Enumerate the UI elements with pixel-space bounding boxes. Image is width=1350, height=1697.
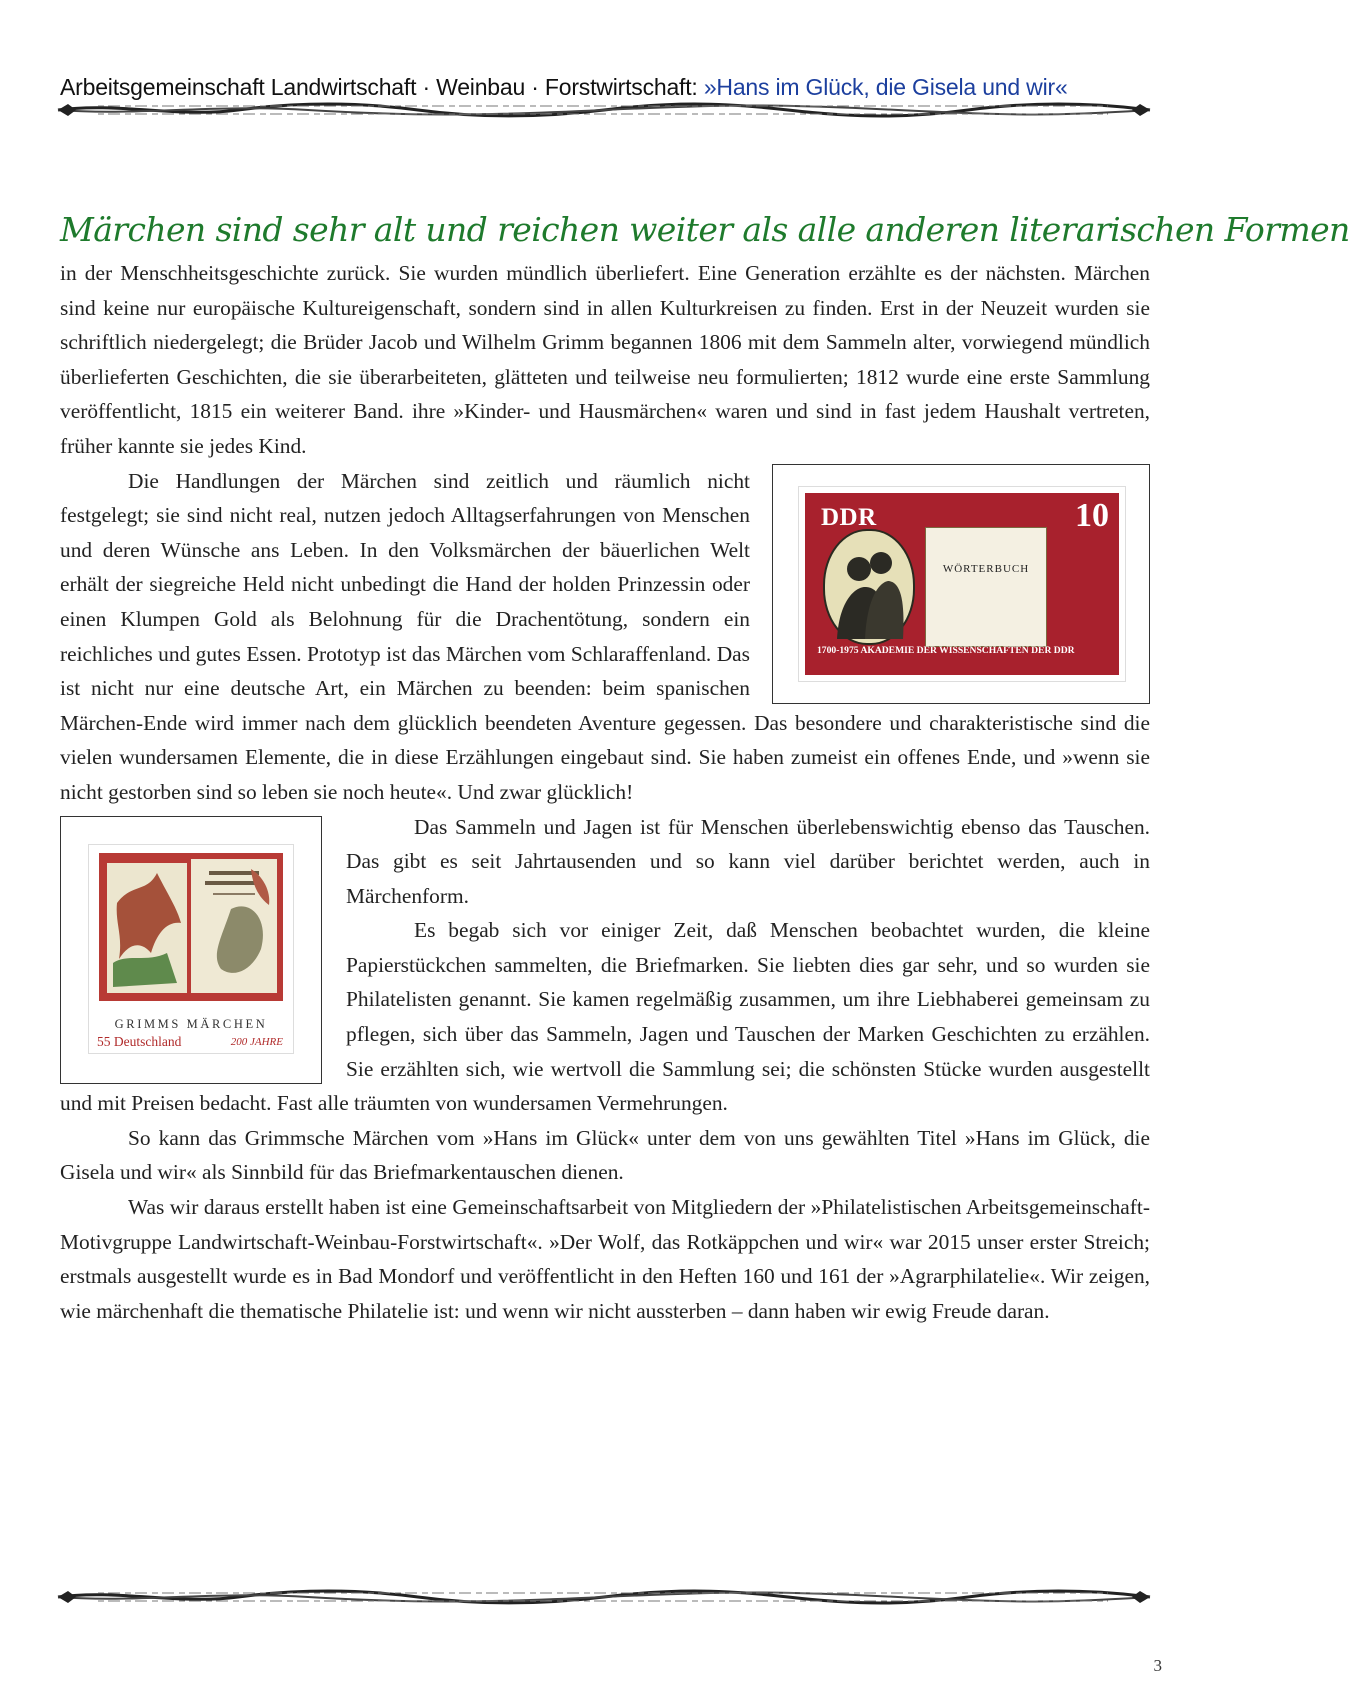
dictionary-book [925,527,1047,647]
article-body [60,256,1150,1328]
header-title: Arbeitsgemeinschaft Landwirtschaft · Weinbau · Forstwirtschaft: [60,74,698,100]
paragraph: Die Handlungen der Märchen sind zeitlich und räumlich nicht festgelegt; sie sind nicht real, nutzen jedoch Alltagserfahrungen von Menschen und deren Wünsche ans Leben. In den Volksmärchen der bäuerlichen Welt erhält der siegreiche Held nicht unbedingt die Hand der holden Prinzessin oder einen Klumpen Gold als Belohnung für die Drachentötung, sondern ein reichliches und gutes Essen. Prototyp ist das Märchen vom Schlaraffenland. Das ist nicht nur eine deutsche Art, ein Märchen zu beenden: beim spanischen Märchen-Ende wird immer nach dem glücklich beendeten Aventure gegessen. Das besondere und charakteristische sind die vielen wundersamen Elemente, die in diese Erzählungen eingebaut sind. Sie haben zumeist ein offenes Ende, und »wenn sie nicht gestorben sind so leben sie noch heute«. Und zwar glücklich! [60,468,1150,804]
stamp-value: 10 [1075,496,1109,534]
book-page-left [107,863,187,993]
grimm-stamp [89,845,293,1053]
stamp-jubilee: 200 JAHRE [230,1035,283,1048]
headline: Märchen sind sehr alt und reichen weiter als alle anderen literarischen Formen [60,210,1350,249]
bottom-ornament-divider [58,1587,1150,1607]
paragraph: Es begab sich vor einiger Zeit, daß Menschen beobachtet wurden, die kleine Papierstückchen sammelten, die Briefmarken. Sie liebten dies gar sehr, und so wurden sie Philatelisten genannt. Sie kamen regelmäßig zusammen, um ihre Liebhaberei gemeinsam zu pflegen, sich über das Sammeln, Jagen und Tauschen der Marken Geschichten zu erzählen. Sie erzählten sich, wie wertvoll die Sammlung sei; die schönsten Stücke wurden ausgestellt und mit Preisen bedacht. Fast alle träumten von wundersamen Vermehrungen. [60,918,1150,1116]
stamp-frame [805,493,1119,675]
stamp-artwork [99,853,283,1001]
grimm-stamp-figure [60,816,322,1084]
paragraph: So kann das Grimmsche Märchen vom »Hans im Glück« unter dem von uns gewählten Titel »Hans im Glück, die Gisela und wir« als Sinnbild für das Briefmarkentauschen dienen. [60,1125,1150,1185]
stamp-value-country: 55 Deutschland [97,1033,182,1049]
running-header [60,74,1150,101]
ddr-stamp [799,487,1125,681]
top-ornament-divider [58,100,1150,120]
grimm-brothers-portrait [823,529,915,645]
ddr-stamp-figure [772,464,1150,704]
paragraph: Das Sammeln und Jagen ist für Menschen überlebenswichtig ebenso das Tauschen. Das gibt es seit Jahrtausenden und so kann viel darüber berichtet werden, auch in Märchenform. [346,814,1150,908]
page-number: 3 [1153,1656,1162,1675]
stamp-country: DDR [821,503,877,531]
paragraph: Was wir daraus erstellt haben ist eine Gemeinschaftsarbeit von Mitgliedern der »Philatelistischen Arbeitsgemeinschaft-Motivgruppe Landwirtschaft-Weinbau-Forstwirtschaft«. »Der Wolf, das Rotkäppchen und wir« war 2015 unser erster Streich; erstmals ausgestellt wurde es in Bad Mondorf und veröffentlicht in den Heften 160 und 161 der »Agrarphilatelie«. Wir zeigen, wie märchenhaft die thematische Philatelie ist: und wenn wir nicht aussterben – dann haben wir ewig Freude daran. [60,1195,1150,1323]
book-page-right [191,859,277,993]
stamp-title: GRIMMS MÄRCHEN [114,1016,268,1031]
stamp-caption: 1700-1975 AKADEMIE DER WISSENSCHAFTEN DER DDR [817,644,1075,656]
paragraph: in der Menschheitsgeschichte zurück. Sie wurden mündlich überliefert. Eine Generation erzählte es der nächsten. Märchen sind keine nur europäische Kultureigenschaft, sondern sind in allen Kulturkreisen zu finden. Erst in der Neuzeit wurden sie schriftlich niedergelegt; die Brüder Jacob und Wilhelm Grimm begannen 1806 mit dem Sammeln alter, vorwiegend mündlich überlieferten Geschichten, die sie überarbeiteten, glätteten und teilweise neu formulierten; 1812 wurde eine erste Sammlung veröffentlicht, 1815 ein weiterer Band. ihre »Kinder- und Hausmärchen« waren und sind in fast jedem Haushalt vertreten, früher kannte sie jedes Kind. [60,261,1150,458]
header-accent-title: »Hans im Glück, die Gisela und wir« [703,74,1068,100]
book-title: WÖRTERBUCH [942,562,1030,575]
